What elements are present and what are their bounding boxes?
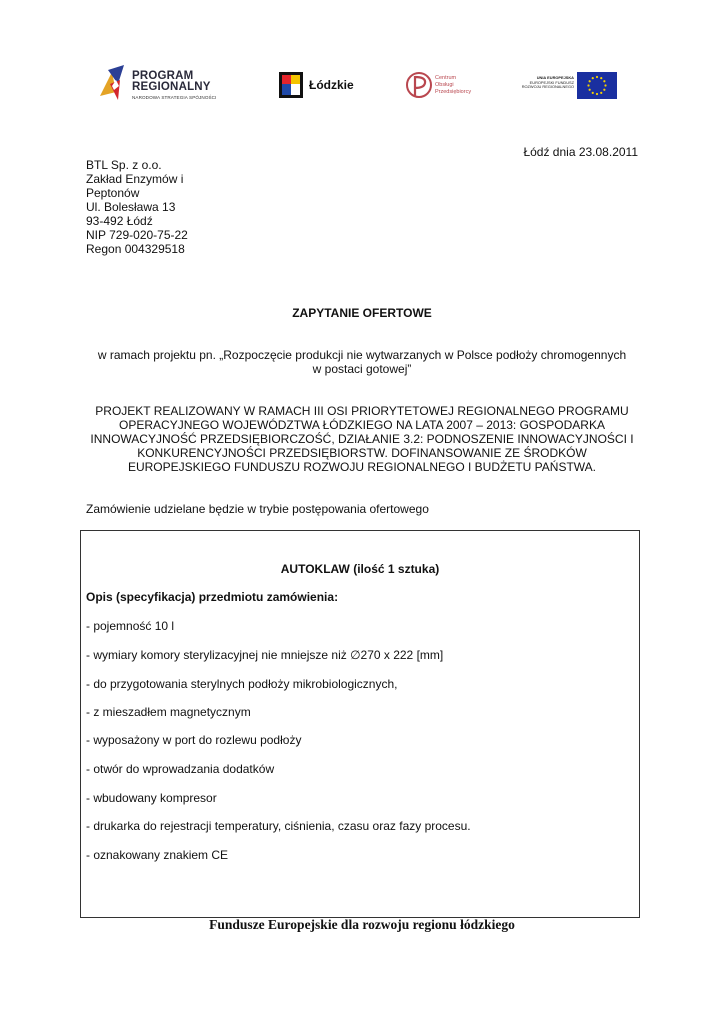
sender-line: NIP 729-020-75-22 <box>86 228 188 242</box>
spec-item: - wyposażony w port do rozlewu podłoży <box>86 733 302 747</box>
eu-star-icon <box>592 92 594 94</box>
cop-emblem-icon <box>406 70 432 100</box>
spec-item: - otwór do wprowadzania dodatków <box>86 762 275 776</box>
spec-item: - drukarka do rejestracji temperatury, ciśnienia, czasu oraz fazy procesu. <box>86 819 471 833</box>
sender-line: Peptonów <box>86 186 140 200</box>
sender-line: Zakład Enzymów i <box>86 172 184 186</box>
cop-logo <box>406 70 476 102</box>
eu-star-icon <box>604 84 606 86</box>
spec-item: - do przygotowania sterylnych podłoży mikrobiologicznych, <box>86 677 398 691</box>
footer-slogan: Fundusze Europejskie dla rozwoju regionu łódzkiego <box>209 917 515 932</box>
eu-logo <box>510 72 618 100</box>
project-line: w ramach projektu pn. „Rozpoczęcie produkcji nie wytwarzanych w Polsce podłoży chromogennych <box>97 348 627 362</box>
sender-line: Regon 004329518 <box>86 242 185 256</box>
eu-star-icon <box>596 76 598 78</box>
cop-line3: Przedsiębiorcy <box>435 89 472 95</box>
eu-line2: EUROPEJSKI FUNDUSZ <box>529 79 574 85</box>
eu-line3: ROZWOJU REGIONALNEGO <box>521 84 574 90</box>
procedure-note: Zamówienie udzielane będzie w trybie postępowania ofertowego <box>86 502 429 516</box>
sender-line: BTL Sp. z o.o. <box>86 158 162 172</box>
eu-star-icon <box>589 89 591 91</box>
cop-line2: Obsługi <box>435 82 454 88</box>
funding-line: KONKURENCYJNOŚCI PRZEDSIĘBIORSTW. DOFINANSOWANIE ZE ŚRODKÓW <box>137 446 587 460</box>
lodzkie-logo <box>279 72 359 100</box>
spec-item: - z mieszadłem magnetycznym <box>86 705 251 719</box>
document-title: ZAPYTANIE OFERTOWE <box>292 306 432 320</box>
spec-item: - wbudowany kompresor <box>86 791 217 805</box>
lodzkie-emblem-icon <box>279 72 303 98</box>
program-line2: REGIONALNY <box>132 81 211 93</box>
funding-line: OPERACYJNEGO WOJEWÓDZTWA ŁÓDZKIEGO NA LATA 2007 – 2013: GOSPODARKA <box>119 418 605 432</box>
eu-star-icon <box>596 93 598 95</box>
spec-item: - oznakowany znakiem CE <box>86 848 229 862</box>
spec-item: - pojemność 10 l <box>86 619 175 633</box>
funding-statement <box>0 404 724 474</box>
program-regionalny-emblem-icon <box>98 62 128 106</box>
eu-star-icon <box>592 77 594 79</box>
project-description <box>0 348 724 376</box>
eu-flag-icon <box>577 72 617 99</box>
project-line: w postaci gotowej” <box>312 362 412 376</box>
sender-address <box>86 158 188 256</box>
program-line1: PROGRAM <box>132 70 194 82</box>
cop-line1: Centrum <box>435 75 457 81</box>
eu-star-icon <box>603 80 605 82</box>
eu-star-icon <box>589 80 591 82</box>
sender-line: 93-492 Łódź <box>86 214 153 228</box>
eu-star-icon <box>603 89 605 91</box>
spec-heading: AUTOKLAW (ilość 1 sztuka) <box>280 562 440 576</box>
spec-subheading: Opis (specyfikacja) przedmiotu zamówienia: <box>86 590 339 604</box>
lodzkie-name: Łódzkie <box>309 78 354 92</box>
program-regionalny-logo <box>98 62 238 106</box>
eu-star-icon <box>587 84 589 86</box>
funding-line: PROJEKT REALIZOWANY W RAMACH III OSI PRIORYTETOWEJ REGIONALNEGO PROGRAMU <box>95 404 629 418</box>
funding-line: INNOWACYJNOŚĆ PRZEDSIĘBIORCZOŚĆ, DZIAŁANIE 3.2: PODNOSZENIE INNOWACYJNOŚCI I <box>90 432 634 446</box>
eu-star-icon <box>600 77 602 79</box>
spec-item: - wymiary komory sterylizacyjnej nie mniejsze niż ∅270 x 222 [mm] <box>86 648 444 662</box>
funding-line: EUROPEJSKIEGO FUNDUSZU ROZWOJU REGIONALNEGO I BUDŻETU PAŃSTWA. <box>127 460 597 474</box>
date-line: Łódź dnia 23.08.2011 <box>523 145 638 159</box>
program-tagline: NARODOWA STRATEGIA SPÓJNOŚCI <box>132 95 217 100</box>
sender-line: Ul. Bolesława 13 <box>86 200 176 214</box>
eu-line1: UNIA EUROPEJSKA <box>536 75 574 80</box>
eu-star-icon <box>600 92 602 94</box>
eu-text-block <box>510 76 574 90</box>
